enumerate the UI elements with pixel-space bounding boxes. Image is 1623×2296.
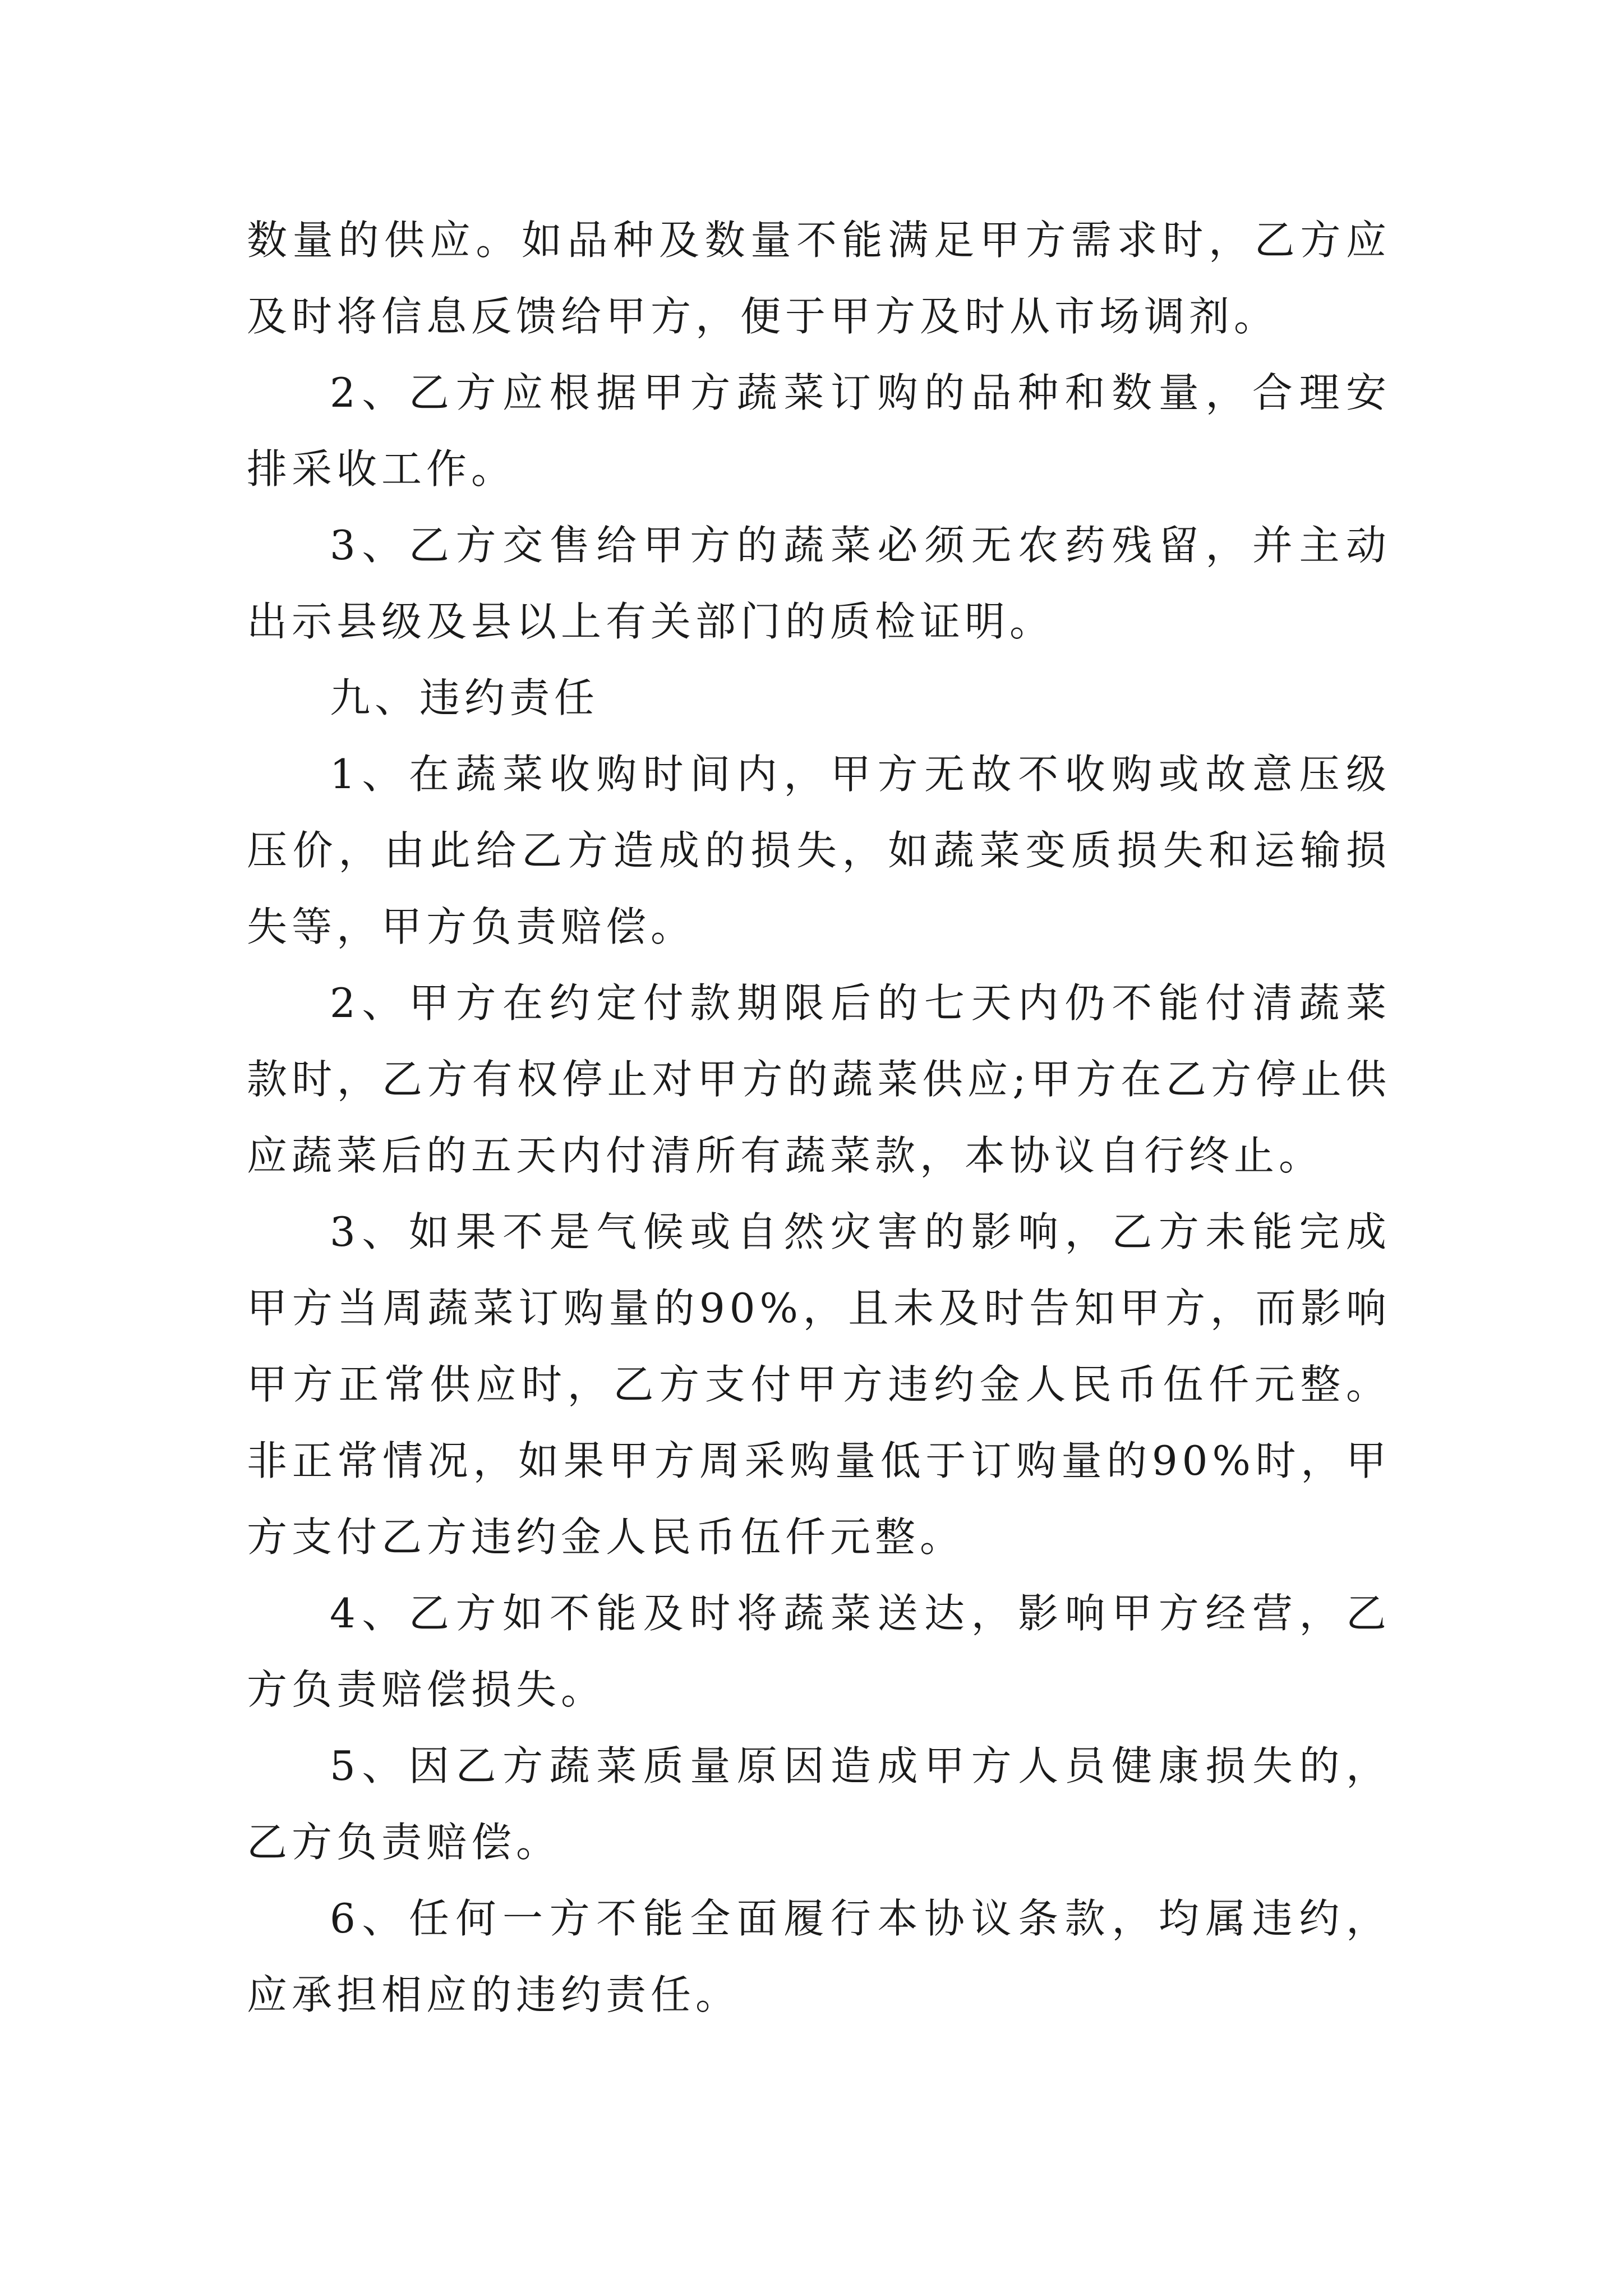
paragraph-liability-1: 1、在蔬菜收购时间内，甲方无故不收购或故意压级压价，由此给乙方造成的损失，如蔬菜变质损失和运输损失等，甲方负责赔偿。 xyxy=(247,751,1391,950)
paragraph-liability-3: 3、如果不是气候或自然灾害的影响，乙方未能完成甲方当周蔬菜订购量的90%，且未及时告知甲方，而影响甲方正常供应时，乙方支付甲方违约金人民币伍仟元整。非正常情况，如果甲方周采购量低于订购量的90%时，甲方支付乙方违约金人民币伍仟元整。 xyxy=(247,1208,1391,1561)
paragraph-clause-3-quality: 3、乙方交售给甲方的蔬菜必须无农药残留，并主动出示县级及县以上有关部门的质检证明。 xyxy=(247,522,1391,645)
paragraph-liability-5: 5、因乙方蔬菜质量原因造成甲方人员健康损失的，乙方负责赔偿。 xyxy=(247,1742,1391,1866)
paragraph-supply-continuation: 数量的供应。如品种及数量不能满足甲方需求时，乙方应及时将信息反馈给甲方，便于甲方及时从市场调剂。 xyxy=(247,217,1391,340)
document-page xyxy=(247,202,1391,2033)
paragraph-clause-2-harvest: 2、乙方应根据甲方蔬菜订购的品种和数量，合理安排采收工作。 xyxy=(247,369,1391,493)
paragraph-liability-6: 6、任何一方不能全面履行本协议条款，均属违约，应承担相应的违约责任。 xyxy=(247,1895,1391,2018)
section-heading-liability: 九、违约责任 xyxy=(330,674,600,721)
paragraph-liability-2: 2、甲方在约定付款期限后的七天内仍不能付清蔬菜款时，乙方有权停止对甲方的蔬菜供应;甲方在乙方停止供应蔬菜后的五天内付清所有蔬菜款，本协议自行终止。 xyxy=(247,979,1391,1179)
paragraph-liability-4: 4、乙方如不能及时将蔬菜送达，影响甲方经营，乙方负责赔偿损失。 xyxy=(247,1590,1391,1713)
